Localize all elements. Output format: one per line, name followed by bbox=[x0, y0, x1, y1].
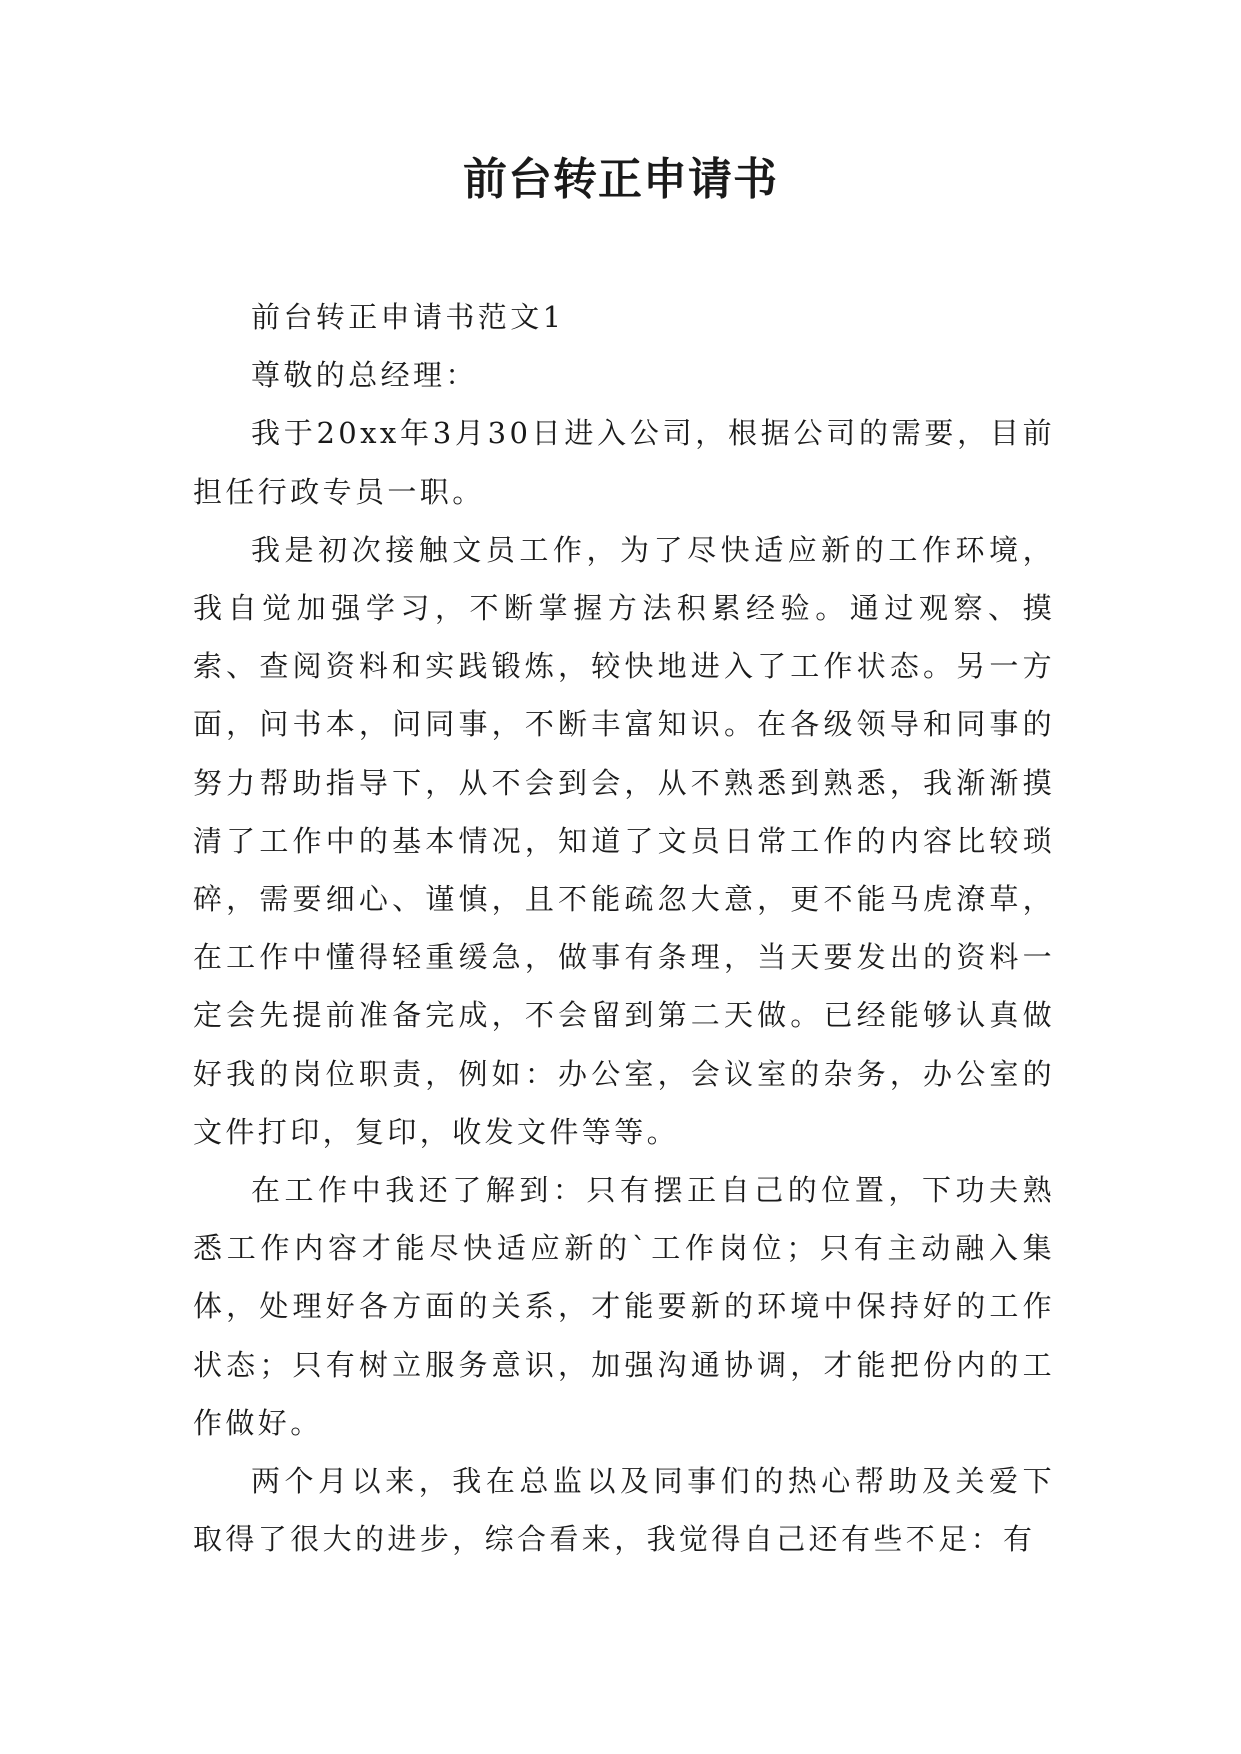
paragraph-summary: 两个月以来，我在总监以及同事们的热心帮助及关爱下取得了很大的进步，综合看来，我觉得自己还有些不足：有 bbox=[193, 1464, 1055, 1557]
paragraph-intro: 我于20xx年3月30日进入公司，根据公司的需要，目前担任行政专员一职。 bbox=[193, 416, 1055, 509]
document-title: 前台转正申请书 bbox=[463, 154, 778, 205]
paragraph-learning: 我是初次接触文员工作，为了尽快适应新的工作环境，我自觉加强学习，不断掌握方法积累经验。通过观察、摸索、查阅资料和实践锻炼，较快地进入了工作状态。另一方面，问书本，问同事，不断丰富知识。在各级领导和同事的努力帮助指导下，从不会到会，从不熟悉到熟悉，我渐渐摸清了工作中的基本情况，知道了文员日常工作的内容比较琐碎，需要细心、谨慎，且不能疏忽大意，更不能马虎潦草，在工作中懂得轻重缓急，做事有条理，当天要发出的资料一定会先提前准备完成，不会留到第二天做。已经能够认真做好我的岗位职责，例如：办公室，会议室的杂务，办公室的文件打印，复印，收发文件等等。 bbox=[193, 532, 1055, 1149]
document-body bbox=[193, 288, 1055, 1568]
paragraph-salutation: 尊敬的总经理： bbox=[251, 358, 478, 393]
paragraph-understanding: 在工作中我还了解到：只有摆正自己的位置，下功夫熟悉工作内容才能尽快适应新的`工作岗位；只有主动融入集体，处理好各方面的关系，才能要新的环境中保持好的工作状态；只有树立服务意识，加强沟通协调，才能把份内的工作做好。 bbox=[193, 1173, 1055, 1440]
paragraph-heading: 前台转正申请书范文1 bbox=[251, 300, 565, 334]
